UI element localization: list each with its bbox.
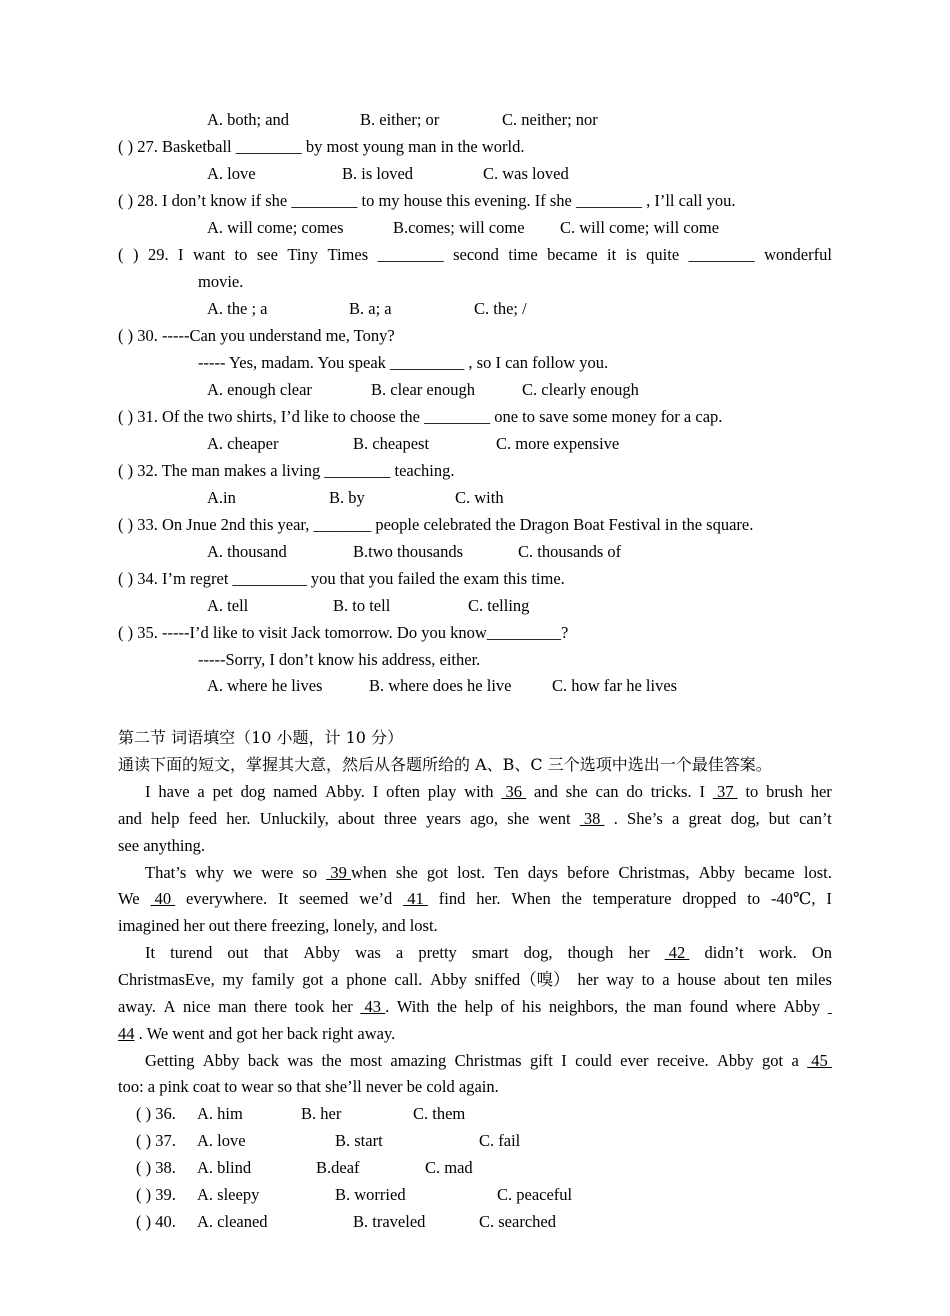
word: ChristmasEve, <box>118 970 215 989</box>
q35-option-b: B. where does he live <box>369 676 512 695</box>
word: his <box>521 997 542 1016</box>
blank: 43 . <box>360 997 390 1016</box>
q34-option-a: A. tell <box>207 596 249 615</box>
word: but <box>768 809 790 828</box>
word: with <box>464 782 494 801</box>
q35-option-a: A. where he lives <box>207 676 323 695</box>
word: want <box>193 245 226 264</box>
q29-stem-cont: movie. <box>198 272 244 291</box>
word: help <box>464 997 494 1016</box>
blank-44: 44 <box>118 1024 135 1043</box>
word: we <box>232 863 253 882</box>
q29-option-b: B. a; a <box>349 299 392 318</box>
passage-p3-line3 <box>118 997 832 1017</box>
word: out <box>227 943 249 962</box>
passage-p1-line1 <box>145 782 832 802</box>
q32-stem: ( ) 32. The man makes a living ________ teaching. <box>118 461 455 480</box>
word: I <box>145 782 151 801</box>
word: ever <box>620 1051 649 1070</box>
word: lost. <box>803 863 832 882</box>
word: call. <box>394 970 423 989</box>
word: pretty <box>418 943 457 962</box>
word: a <box>672 809 680 828</box>
word: work. <box>758 943 797 962</box>
word: her. <box>476 889 501 908</box>
word: was <box>287 1051 314 1070</box>
word: dog, <box>523 943 553 962</box>
word: became <box>744 863 795 882</box>
passage-p2-line1 <box>145 863 832 883</box>
q27-option-a: A. love <box>207 164 256 183</box>
q32-option-c: C. with <box>455 488 504 507</box>
word: Christmas <box>454 1051 522 1070</box>
word: tricks. <box>650 782 692 801</box>
word: we’d <box>359 889 393 908</box>
word: Abby <box>202 1051 240 1070</box>
blank: 39 when <box>326 863 387 882</box>
word: Getting <box>145 1051 195 1070</box>
word: can <box>595 782 619 801</box>
word: play <box>427 782 457 801</box>
q29-stem <box>118 245 832 265</box>
word: can’t <box>799 809 832 828</box>
q30-line2: ----- Yes, madam. You speak _________ , so I can follow you. <box>198 353 609 372</box>
word: found <box>689 997 728 1016</box>
q33-option-a: A. thousand <box>207 542 287 561</box>
word: With <box>396 997 430 1016</box>
word: ten <box>768 970 789 989</box>
word: Christmas, <box>618 863 690 882</box>
word: lost. <box>457 863 486 882</box>
word: and <box>534 782 558 801</box>
word: Abby <box>783 997 821 1016</box>
word: help <box>151 809 180 828</box>
passage-p3-line4 <box>118 1024 395 1044</box>
choice-option-b: B. her <box>301 1104 342 1123</box>
choice-option-c: C. them <box>413 1104 466 1123</box>
word: brush <box>766 782 803 801</box>
choice-number: ( ) 40. <box>136 1212 176 1231</box>
choice-option-c: C. searched <box>479 1212 556 1231</box>
word: her <box>577 970 599 989</box>
q31-stem: ( ) 31. Of the two shirts, I’d like to choose the ________ one to save some money for a cap. <box>118 407 723 426</box>
word: Tiny <box>287 245 318 264</box>
choice-number: ( ) 37. <box>136 1131 176 1150</box>
word: to <box>745 782 759 801</box>
word: was <box>355 943 381 962</box>
choice-option-c: C. mad <box>425 1158 473 1177</box>
word: second <box>453 245 499 264</box>
passage-p2-line2 <box>118 889 832 909</box>
choice-number: ( ) 39. <box>136 1185 176 1204</box>
q31-option-b: B. cheapest <box>353 434 430 453</box>
word: the <box>321 1051 342 1070</box>
q35-option-c: C. how far he lives <box>552 676 678 695</box>
word: her <box>810 782 832 801</box>
word: got <box>426 863 449 882</box>
word: family <box>251 970 295 989</box>
word: a <box>395 943 404 962</box>
word: everywhere. <box>186 889 268 908</box>
word: Abby <box>717 1051 754 1070</box>
section2-title: 第二节 词语填空（10 小题，计 10 分） <box>118 728 404 747</box>
word: the <box>625 997 646 1016</box>
word: her. <box>226 809 251 828</box>
word: I <box>178 245 184 264</box>
word: That’s <box>145 863 187 882</box>
word: to <box>234 245 248 264</box>
word: I <box>372 782 379 801</box>
blank: ________ <box>377 245 444 264</box>
word: gift <box>529 1051 553 1070</box>
word: We <box>118 889 140 908</box>
word: . <box>613 809 618 828</box>
word: to <box>747 889 761 908</box>
word: -40℃, <box>770 889 816 908</box>
word: there <box>254 997 288 1016</box>
word: feed <box>188 809 218 828</box>
word: why <box>195 863 224 882</box>
q33-option-b: B.two thousands <box>353 542 464 561</box>
q29-option-a: A. the ; a <box>207 299 268 318</box>
blank: 45 <box>807 1051 832 1070</box>
word: quite <box>646 245 680 264</box>
q31-option-c: C. more expensive <box>496 434 620 453</box>
word: I <box>699 782 705 801</box>
blank: 41 <box>403 889 428 908</box>
word: On <box>811 943 832 962</box>
q30-stem: ( ) 30. -----Can you understand me, Tony? <box>118 326 395 345</box>
blank: 38 <box>579 809 605 828</box>
word: turend <box>170 943 213 962</box>
q31-option-a: A. cheaper <box>207 434 279 453</box>
choice-option-b: B.deaf <box>316 1158 360 1177</box>
blank <box>828 997 832 1017</box>
q32-option-b: B. by <box>329 488 365 507</box>
word: miles <box>796 970 832 989</box>
word: about <box>723 970 761 989</box>
word: Abby. <box>325 782 365 801</box>
choice-option-b: B. traveled <box>353 1212 426 1231</box>
q26-option-c: C. neither; nor <box>502 110 598 129</box>
q33-stem: ( ) 33. On Jnue 2nd this year, _______ people celebrated the Dragon Boat Festival in the square. <box>118 515 754 534</box>
word: she <box>565 782 588 801</box>
word: Abby <box>303 943 341 962</box>
choice-option-a: A. sleepy <box>197 1185 260 1204</box>
word: Abby <box>698 863 736 882</box>
choice-option-a: A. blind <box>197 1158 252 1177</box>
word: a <box>791 1051 799 1070</box>
word: It <box>145 943 156 962</box>
word: A <box>163 997 176 1016</box>
word: where <box>735 997 776 1016</box>
passage-p1-line2 <box>118 809 832 829</box>
q28-option-c: C. will come; will come <box>560 218 720 237</box>
passage-p2-line3: imagined her out there freezing, lonely, and lost. <box>118 916 438 935</box>
word: it <box>607 245 617 264</box>
word: find <box>438 889 466 908</box>
word: a <box>662 970 670 989</box>
passage-text: . We went and got her back right away. <box>134 1024 396 1043</box>
word: three <box>383 809 417 828</box>
word: to <box>641 970 655 989</box>
word: her <box>331 997 353 1016</box>
q29-option-c: C. the; / <box>474 299 527 318</box>
word: temperature <box>592 889 672 908</box>
word: her <box>628 943 650 962</box>
passage-p4-line1 <box>145 1051 832 1071</box>
word: years <box>426 809 461 828</box>
word: She’s <box>627 809 663 828</box>
word: though <box>567 943 614 962</box>
choice-option-b: B. start <box>335 1131 383 1150</box>
choice-option-c: C. peaceful <box>497 1185 573 1204</box>
word: dog, <box>730 809 760 828</box>
blank: 37 <box>712 782 738 801</box>
word: went <box>538 809 571 828</box>
q28-option-a: A. will come; comes <box>207 218 344 237</box>
word: about <box>338 809 375 828</box>
word: often <box>386 782 421 801</box>
word: ago, <box>470 809 499 828</box>
passage-p3-line2 <box>118 970 832 990</box>
word: so <box>302 863 318 882</box>
word: a <box>197 782 205 801</box>
word: a <box>331 970 339 989</box>
choice-option-a: A. cleaned <box>197 1212 268 1231</box>
word: became <box>547 245 598 264</box>
word: amazing <box>390 1051 447 1070</box>
q26-option-a: A. both; and <box>207 110 290 129</box>
word: great <box>688 809 722 828</box>
q27-option-b: B. is loved <box>342 164 414 183</box>
choice-option-a: A. love <box>197 1131 246 1150</box>
word: my <box>222 970 244 989</box>
word: didn’t <box>704 943 744 962</box>
word: Times <box>327 245 369 264</box>
word: neighbors, <box>548 997 619 1016</box>
choice-number: ( ) 36. <box>136 1104 176 1123</box>
word: man <box>653 997 682 1016</box>
word: got <box>302 970 324 989</box>
blank: 40 <box>150 889 176 908</box>
q30-option-c: C. clearly enough <box>522 380 639 399</box>
choice-number: ( ) 38. <box>136 1158 176 1177</box>
word: When <box>511 889 551 908</box>
word: and <box>118 809 142 828</box>
word: It <box>277 889 289 908</box>
word: of <box>500 997 515 1016</box>
word: time <box>508 245 538 264</box>
passage-p3-line1 <box>145 943 832 963</box>
word: were <box>261 863 294 882</box>
q35-stem: ( ) 35. -----I’d like to visit Jack tomorrow. Do you know_________? <box>118 623 569 642</box>
choice-option-a: A. him <box>197 1104 243 1123</box>
word: I <box>826 889 832 908</box>
word: do <box>626 782 643 801</box>
q27-stem: ( ) 27. Basketball ________ by most young man in the world. <box>118 137 525 156</box>
word: back <box>247 1051 280 1070</box>
word: she <box>395 863 418 882</box>
word: could <box>575 1051 612 1070</box>
word: wonderful <box>764 245 832 264</box>
word: days <box>527 863 559 882</box>
word: sniffed（嗅） <box>474 970 570 989</box>
word: Ten <box>494 863 519 882</box>
word: most <box>349 1051 383 1070</box>
word: that <box>263 943 289 962</box>
word: she <box>507 809 530 828</box>
choice-option-c: C. fail <box>479 1131 521 1150</box>
section2-instruction: 通读下面的短文，掌握其大意，然后从各题所给的 A、B、C 三个选项中选出一个最佳答案。 <box>118 755 772 774</box>
q28-stem: ( ) 28. I don’t know if she ________ to my house this evening. If she ________ , I’ll call you. <box>118 191 736 210</box>
q28-option-b: B.comes; will come <box>393 218 525 237</box>
word: Abby <box>430 970 467 989</box>
word: got <box>762 1051 784 1070</box>
word: man <box>218 997 247 1016</box>
word: receive. <box>656 1051 709 1070</box>
word: see <box>256 245 278 264</box>
word: ( <box>118 245 124 264</box>
blank: ________ <box>688 245 755 264</box>
word: dropped <box>682 889 737 908</box>
q34-option-c: C. telling <box>468 596 530 615</box>
word: nice <box>183 997 211 1016</box>
q34-stem: ( ) 34. I’m regret _________ you that you failed the exam this time. <box>118 569 565 588</box>
word: seemed <box>298 889 349 908</box>
q30-option-a: A. enough clear <box>207 380 312 399</box>
q26-option-b: B. either; or <box>360 110 440 129</box>
q33-option-c: C. thousands of <box>518 542 622 561</box>
word: is <box>625 245 637 264</box>
word: named <box>273 782 318 801</box>
word: the <box>436 997 457 1016</box>
word: away. <box>118 997 156 1016</box>
passage-p4-line2: too: a pink coat to wear so that she’ll never be cold again. <box>118 1077 499 1096</box>
word: dog <box>240 782 266 801</box>
word: I <box>561 1051 567 1070</box>
word: 29. <box>147 245 169 264</box>
blank: 42 <box>664 943 690 962</box>
blank: 36 <box>501 782 527 801</box>
choice-option-b: B. worried <box>335 1185 406 1204</box>
q32-option-a: A.in <box>207 488 236 507</box>
word: house <box>677 970 716 989</box>
word: have <box>158 782 190 801</box>
word: Unluckily, <box>259 809 329 828</box>
word: smart <box>471 943 509 962</box>
q30-option-b: B. clear enough <box>371 380 476 399</box>
word: way <box>606 970 634 989</box>
word: pet <box>212 782 233 801</box>
word: the <box>561 889 582 908</box>
word: before <box>567 863 610 882</box>
word: phone <box>346 970 387 989</box>
q27-option-c: C. was loved <box>483 164 569 183</box>
q34-option-b: B. to tell <box>333 596 391 615</box>
passage-p1-line3: see anything. <box>118 836 206 855</box>
q35-line2: -----Sorry, I don’t know his address, either. <box>198 650 481 669</box>
word: took <box>294 997 325 1016</box>
word: ) <box>132 245 139 264</box>
